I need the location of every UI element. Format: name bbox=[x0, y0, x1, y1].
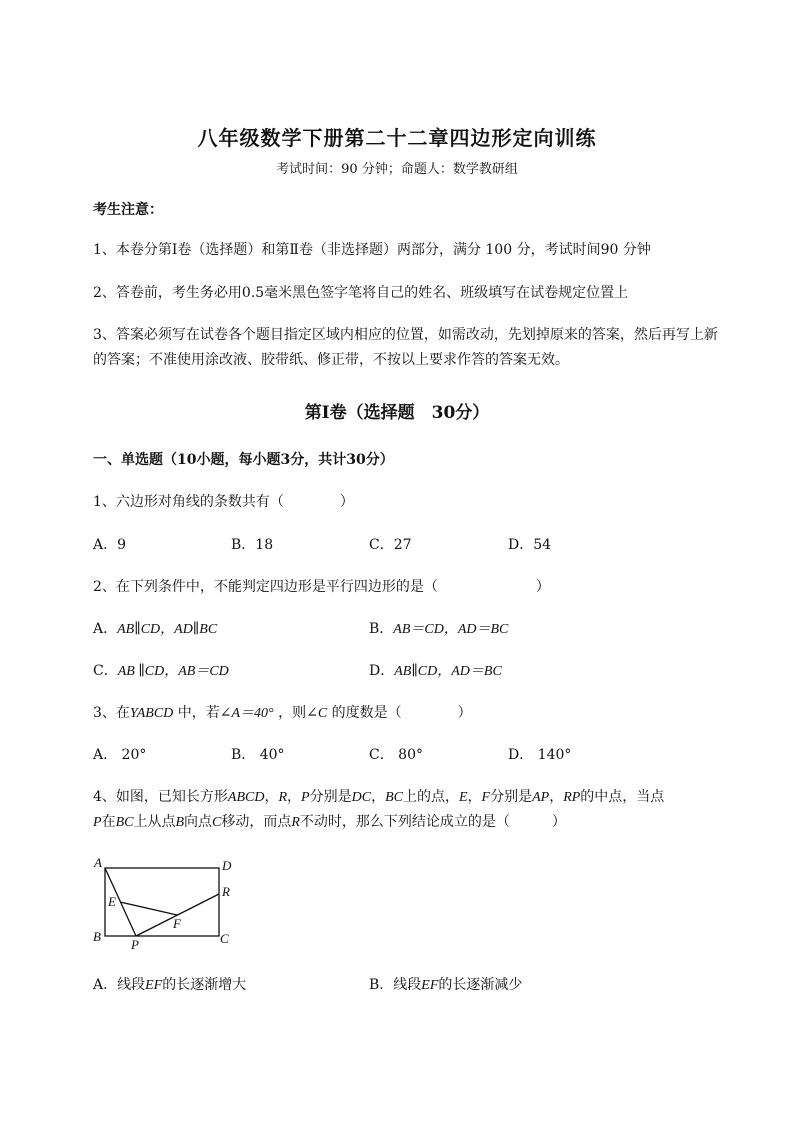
option-text: 的长逐渐减少 bbox=[438, 977, 523, 993]
q1-option-a[interactable]: A．9 bbox=[93, 537, 127, 553]
math-var: P bbox=[301, 790, 310, 805]
math-var: ABCD bbox=[227, 790, 265, 805]
section-title: 第Ⅰ卷（选择题 30分） bbox=[304, 403, 490, 423]
q4-option-a[interactable] bbox=[93, 975, 246, 996]
stem-text: ， bbox=[549, 789, 564, 805]
q1-option-c[interactable]: C．27 bbox=[369, 537, 412, 553]
stem-text: 4、如图，已知长方形 bbox=[93, 789, 228, 805]
option-math: AB∥CD，AD＝BC bbox=[394, 664, 502, 679]
stem-text: ， bbox=[467, 789, 482, 805]
page-title: 八年级数学下册第二十二章四边形定向训练 bbox=[197, 126, 597, 150]
stem-text: ， bbox=[287, 789, 302, 805]
label-r: R bbox=[222, 884, 230, 899]
question-1-stem: 1、六边形对角线的条数共有（ ） bbox=[93, 494, 354, 510]
notice-item-3-line-2: 的答案；不准使用涂改液、胶带纸、修正带，不按以上要求作答的答案无效。 bbox=[93, 352, 569, 368]
math-var: EF bbox=[421, 978, 439, 993]
math-var: C bbox=[212, 815, 222, 830]
stem-text: 不动时，那么下列结论成立的是（ ） bbox=[299, 814, 566, 830]
question-4-stem-line-2 bbox=[93, 812, 566, 833]
notice-heading: 考生注意： bbox=[93, 202, 163, 218]
stem-text: 上的点， bbox=[402, 789, 459, 805]
option-math: AB＝CD，AD＝BC bbox=[393, 622, 509, 637]
q2-option-a[interactable] bbox=[93, 619, 217, 640]
q4-option-b[interactable] bbox=[369, 975, 522, 996]
math-var: F bbox=[481, 790, 491, 805]
option-text: A．线段 bbox=[93, 977, 146, 993]
q2-option-b[interactable] bbox=[369, 619, 508, 640]
label-d: D bbox=[222, 858, 232, 873]
stem-text: 向点 bbox=[184, 814, 213, 830]
exam-info: 考试时间：90 分钟；命题人：数学教研组 bbox=[276, 162, 518, 177]
stem-text: 分别是 bbox=[490, 789, 533, 805]
notice-item-3-line-1: 3、答案必须写在试卷各个题目指定区域内相应的位置，如需改动，先划掉原来的答案，然后再写上新 bbox=[93, 327, 718, 343]
q1-option-b[interactable]: B．18 bbox=[231, 537, 274, 553]
stem-text: 分别是 bbox=[309, 789, 352, 805]
q3-option-c[interactable]: C． 80° bbox=[369, 747, 423, 763]
option-label: C． bbox=[93, 663, 118, 679]
math-var: RP bbox=[563, 790, 581, 805]
math-var: R bbox=[278, 790, 288, 805]
math-var: B bbox=[175, 815, 185, 830]
math-var: BC bbox=[385, 790, 403, 805]
label-b: B bbox=[93, 929, 101, 944]
option-math: AB ∥CD，AB＝CD bbox=[117, 664, 229, 679]
part-heading: 一、单选题（10小题，每小题3分，共计30分） bbox=[93, 452, 394, 468]
math-var: AP bbox=[532, 790, 550, 805]
stem-text: 的中点，当点 bbox=[580, 789, 665, 805]
option-label: A． bbox=[93, 621, 118, 637]
option-text: B．线段 bbox=[369, 977, 422, 993]
math-var: EF bbox=[145, 978, 163, 993]
stem-text: 移动，而点 bbox=[221, 814, 292, 830]
rectangle-figure bbox=[85, 850, 245, 955]
segment-ef bbox=[120, 902, 177, 915]
stem-text: 中，若 bbox=[173, 705, 220, 721]
label-e: E bbox=[108, 894, 116, 909]
math-var: BC bbox=[115, 815, 134, 830]
label-p: P bbox=[131, 937, 139, 952]
stem-text: ， bbox=[264, 789, 279, 805]
question-4-stem-line-1 bbox=[93, 787, 664, 808]
q2-option-c[interactable] bbox=[93, 661, 229, 682]
q2-option-d[interactable] bbox=[369, 661, 502, 682]
q3-option-d[interactable]: D． 140° bbox=[508, 747, 572, 763]
angle-expression: ∠C bbox=[306, 706, 328, 721]
notice-item-2: 2、答卷前，考生务必用0.5毫米黑色签字笔将自己的姓名、班级填写在试卷规定位置上 bbox=[93, 285, 629, 301]
option-text: 的长逐渐增大 bbox=[162, 977, 247, 993]
stem-text: ，则 bbox=[273, 705, 307, 721]
notice-item-1: 1、本卷分第Ⅰ卷（选择题）和第Ⅱ卷（非选择题）两部分，满分 100 分，考试时间90 分钟 bbox=[93, 242, 651, 258]
label-f: F bbox=[173, 916, 181, 931]
math-var: DC bbox=[351, 790, 372, 805]
stem-text: ， bbox=[371, 789, 386, 805]
label-a: A bbox=[94, 855, 102, 870]
q1-option-d[interactable]: D．54 bbox=[508, 537, 552, 553]
stem-text: 的度数是（ ） bbox=[327, 705, 472, 721]
math-var: R bbox=[291, 815, 300, 830]
angle-expression: ∠A＝40° bbox=[219, 706, 274, 721]
question-3-stem bbox=[93, 703, 472, 724]
question-2-stem: 2、在下列条件中，不能判定四边形是平行四边形的是（ ） bbox=[93, 579, 550, 595]
math-var: E bbox=[458, 790, 468, 805]
q3-option-b[interactable]: B． 40° bbox=[231, 747, 285, 763]
math-var: P bbox=[93, 815, 102, 830]
stem-text: 在 bbox=[101, 814, 116, 830]
stem-text: 3、在 bbox=[93, 705, 130, 721]
option-math: AB∥CD，AD∥BC bbox=[117, 622, 218, 637]
parallelogram-name: YABCD bbox=[129, 706, 174, 721]
stem-text: 上从点 bbox=[133, 814, 176, 830]
option-label: D． bbox=[369, 663, 395, 679]
q3-option-a[interactable]: A． 20° bbox=[93, 747, 147, 763]
label-c: C bbox=[220, 931, 229, 946]
option-label: B． bbox=[369, 621, 394, 637]
